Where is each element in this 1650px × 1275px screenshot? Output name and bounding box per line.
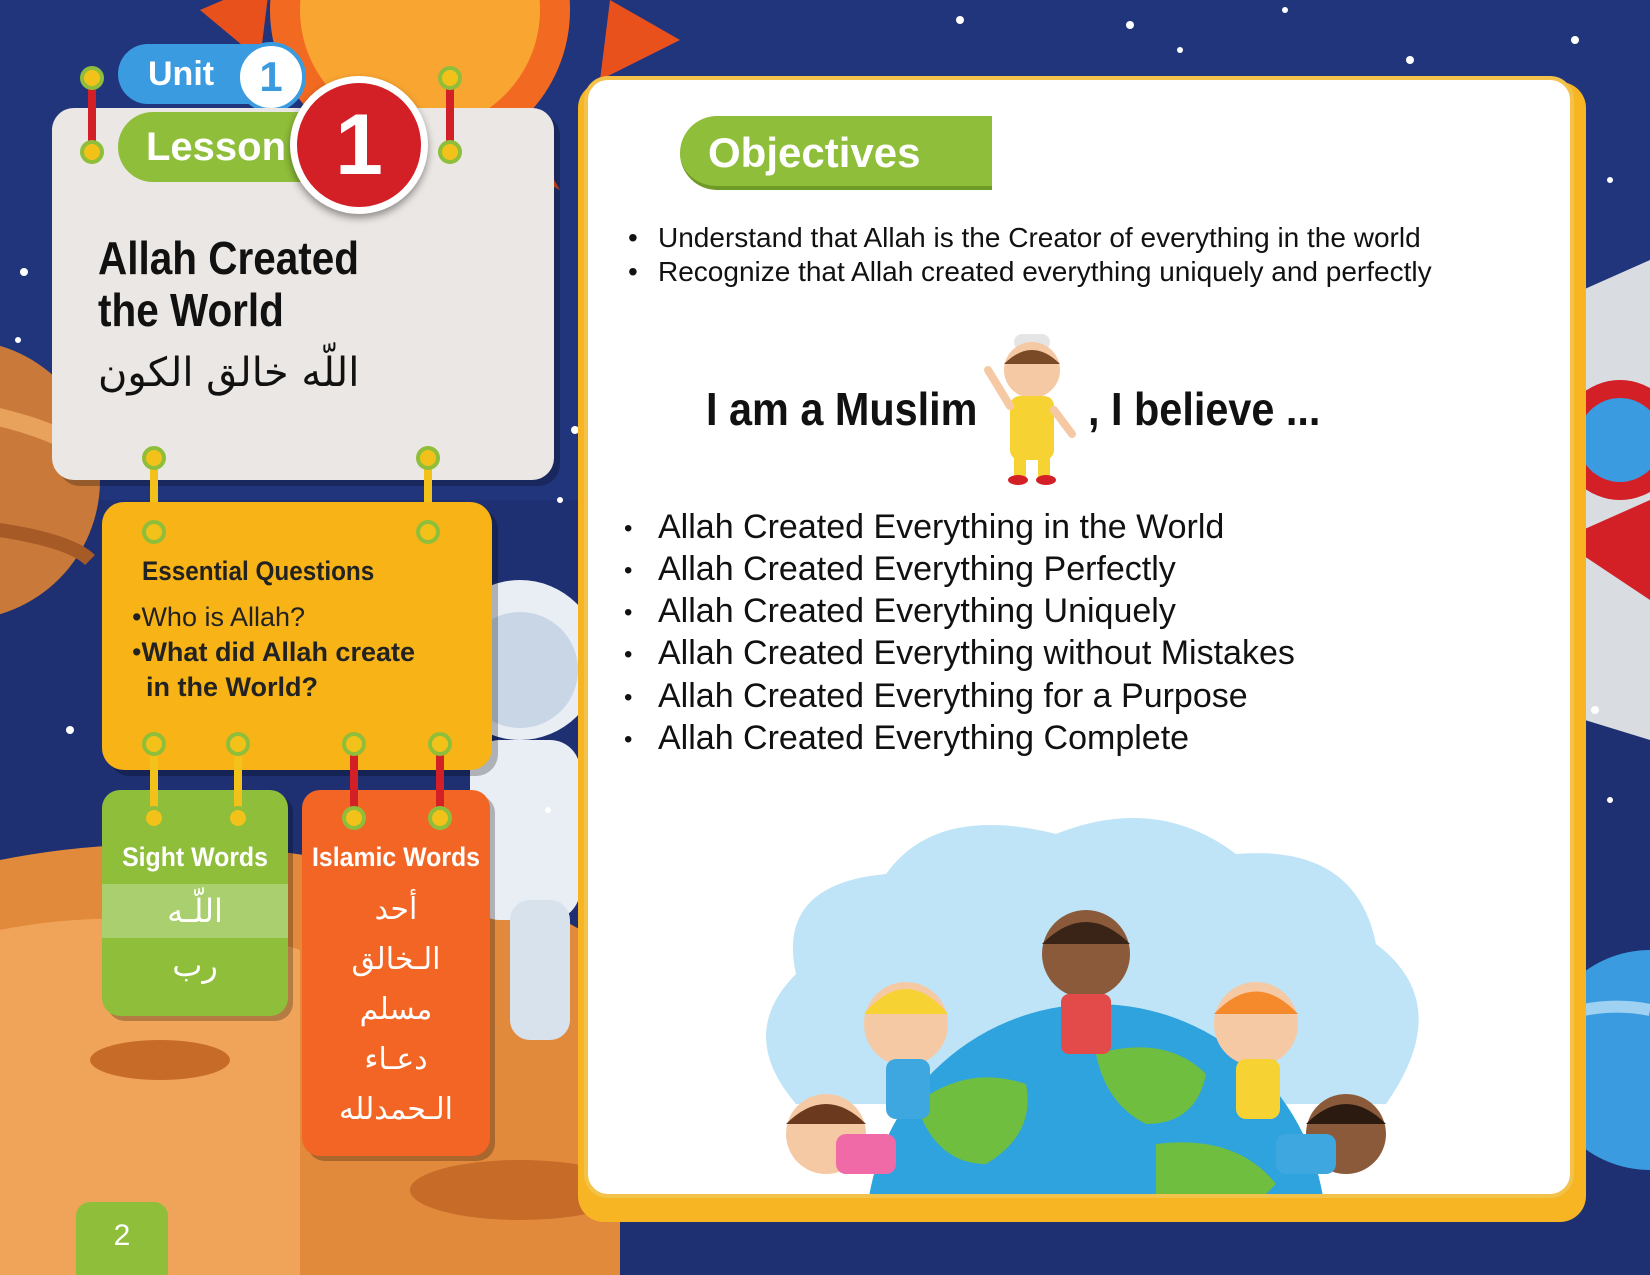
sight-word: رب xyxy=(172,946,218,984)
islamic-word: الـحمدلله xyxy=(339,1092,453,1127)
bullet: • xyxy=(624,599,633,627)
pin-icon xyxy=(428,732,452,756)
objective-item xyxy=(628,222,1421,254)
belief-text: Allah Created Everything for a Purpose xyxy=(658,677,1248,715)
islamic-word: الـخالق xyxy=(351,942,441,977)
question-text: What did Allah create xyxy=(141,637,415,667)
pin-icon xyxy=(142,520,166,544)
lesson-title xyxy=(98,232,468,336)
bullet: • xyxy=(624,641,633,669)
belief-item xyxy=(624,550,1176,589)
pin-icon xyxy=(142,732,166,756)
question-item-continued xyxy=(146,672,318,703)
belief-prefix: I am a Muslim xyxy=(706,383,978,435)
objective-item xyxy=(628,256,1432,288)
question-item xyxy=(132,637,415,668)
pin-icon xyxy=(342,806,366,830)
belief-text: Allah Created Everything Perfectly xyxy=(658,550,1176,588)
question-text: Who is Allah? xyxy=(141,602,306,632)
sight-words-title: Sight Words xyxy=(122,842,268,872)
kids-on-globe-illustration xyxy=(736,804,1436,1198)
objectives-heading: Objectives xyxy=(680,116,992,190)
question-text: in the World? xyxy=(146,672,318,702)
lesson-title-line1: Allah Created xyxy=(98,232,359,284)
pin-icon xyxy=(80,140,104,164)
bullet: • xyxy=(628,222,638,253)
lesson-title-arabic: اللّه خالق الكون xyxy=(98,350,360,396)
kid-illustration xyxy=(1276,1094,1386,1174)
bullet: • xyxy=(132,602,142,632)
objective-text: Recognize that Allah created everything uniquely and perfectly xyxy=(658,256,1432,287)
pin-icon xyxy=(342,732,366,756)
belief-text: Allah Created Everything without Mistakes xyxy=(658,634,1295,672)
page-number: 2 xyxy=(76,1202,168,1275)
belief-text: Allah Created Everything Complete xyxy=(658,719,1190,757)
bullet: • xyxy=(624,557,633,585)
unit-label: Unit xyxy=(148,55,215,93)
sight-word: اللّـه xyxy=(167,892,223,930)
belief-item xyxy=(624,677,1248,716)
pin-icon xyxy=(438,66,462,90)
bullet: • xyxy=(624,515,633,543)
question-item xyxy=(132,602,305,633)
pin-icon xyxy=(80,66,104,90)
bullet: • xyxy=(624,726,633,754)
pin-icon xyxy=(226,806,250,830)
bullet: • xyxy=(624,684,633,712)
islamic-word: أحد xyxy=(374,892,418,927)
lesson-title-line2: the World xyxy=(98,284,284,336)
essential-questions-title: Essential Questions xyxy=(142,556,375,586)
belief-item xyxy=(624,719,1190,758)
islamic-words-title: Islamic Words xyxy=(312,842,480,872)
belief-text: Allah Created Everything in the World xyxy=(658,508,1225,546)
pin-icon xyxy=(226,732,250,756)
boy-illustration xyxy=(984,330,1080,486)
belief-item xyxy=(624,634,1295,673)
unit-number-badge: 1 xyxy=(236,42,306,112)
pin-icon xyxy=(142,446,166,470)
belief-suffix: , I believe ... xyxy=(1088,383,1321,435)
belief-text: Allah Created Everything Uniquely xyxy=(658,592,1176,630)
islamic-word: دعـاء xyxy=(364,1042,428,1077)
pin-icon xyxy=(416,520,440,544)
pin-icon xyxy=(416,446,440,470)
pin-icon xyxy=(142,806,166,830)
lesson-label: Lesson xyxy=(146,125,287,169)
bullet: • xyxy=(132,637,142,667)
lesson-number-badge: 1 xyxy=(290,76,428,214)
bullet: • xyxy=(628,256,638,287)
pin-icon xyxy=(438,140,462,164)
belief-item xyxy=(624,508,1225,547)
belief-item xyxy=(624,592,1176,631)
kid-illustration xyxy=(786,1094,896,1174)
objective-text: Understand that Allah is the Creator of everything in the world xyxy=(658,222,1421,253)
pin-icon xyxy=(428,806,452,830)
islamic-word: مسلم xyxy=(359,992,433,1027)
